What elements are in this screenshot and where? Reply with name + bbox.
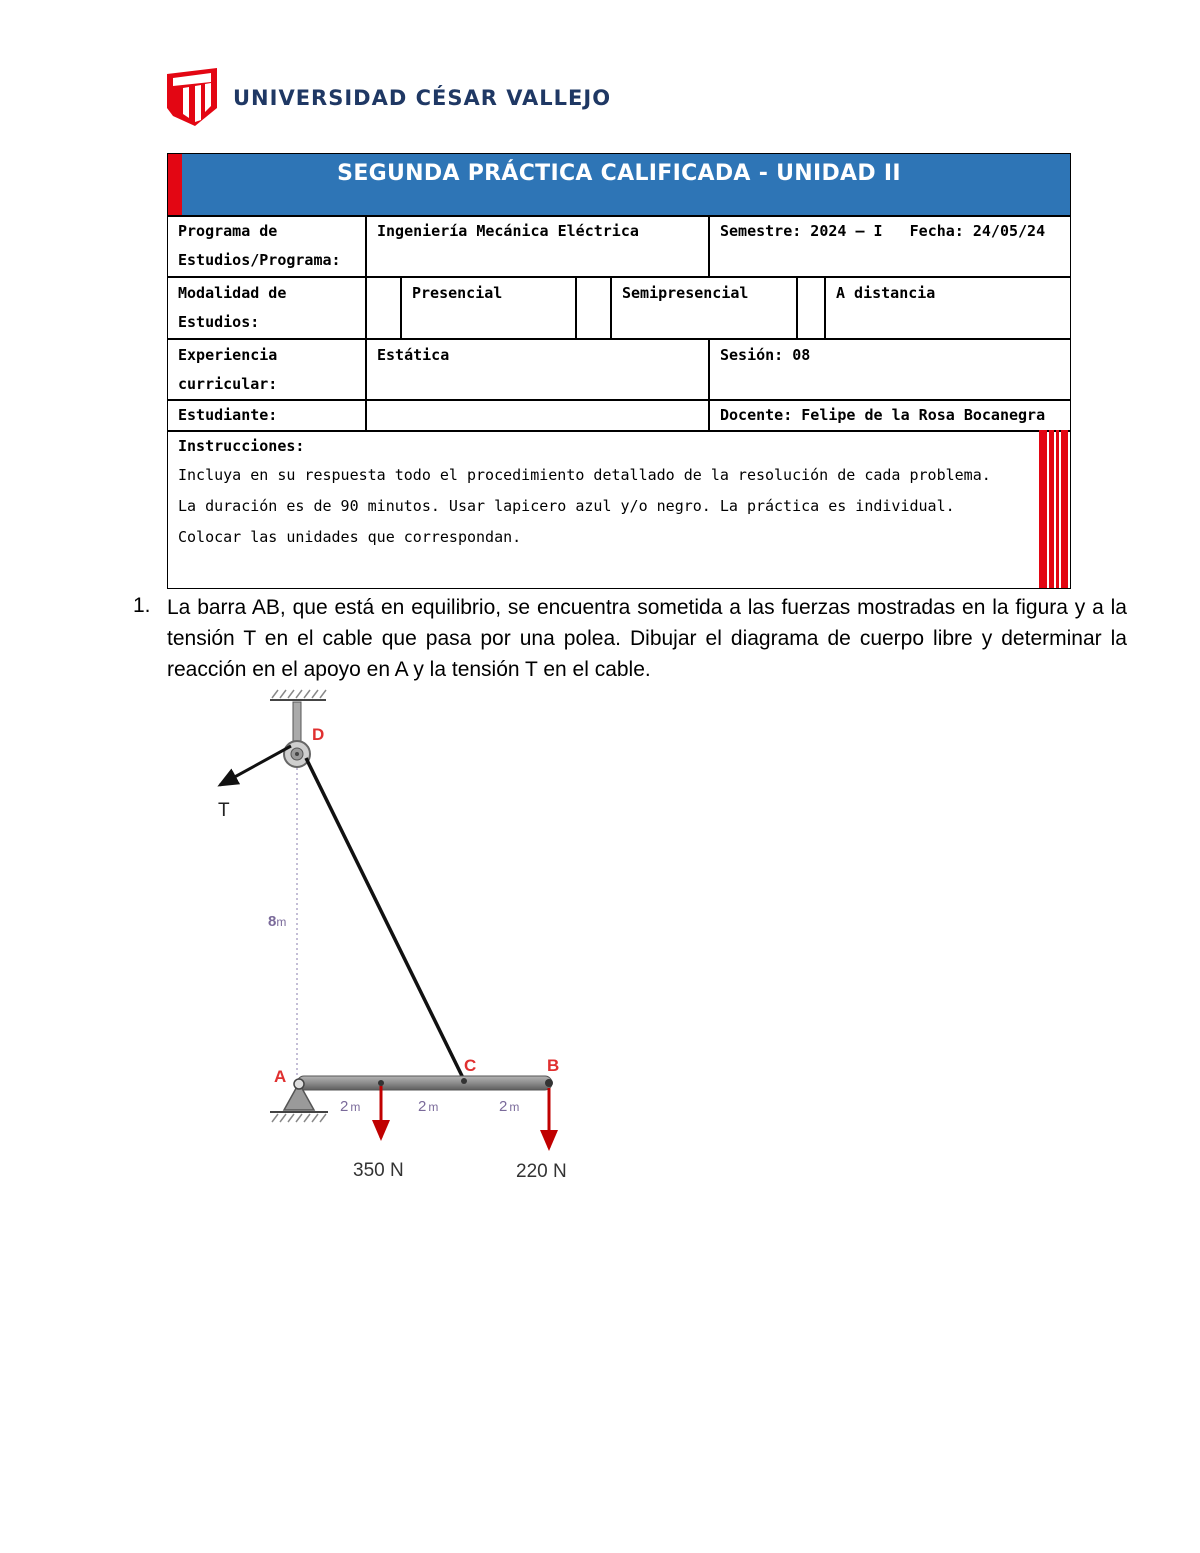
span-label-2: 2 m: [418, 1098, 439, 1115]
instruction-line: Incluya en su respuesta todo el procedimiento detallado de la resolución de cada problema.: [178, 466, 991, 484]
label-d: D: [312, 725, 325, 744]
label-t: T: [218, 800, 230, 821]
estudiante-label: Estudiante:: [178, 406, 278, 424]
distancia-checkbox[interactable]: [798, 278, 824, 338]
semipresencial-checkbox[interactable]: [577, 278, 610, 338]
label-a: A: [274, 1067, 287, 1086]
statics-figure: [168, 688, 608, 1192]
estudiante-field[interactable]: [367, 401, 707, 430]
exam-title: SEGUNDA PRÁCTICA CALIFICADA - UNIDAD II: [337, 161, 901, 186]
presencial-checkbox[interactable]: [367, 278, 400, 338]
programa-label-line2: Estudios/Programa:: [178, 251, 341, 269]
bar-pulley-diagram: [168, 688, 608, 1192]
programa-label: [168, 216, 365, 276]
tension-arrow: [220, 746, 291, 785]
semestre-value: Semestre: 2024 – I: [720, 222, 883, 240]
instructions-heading: Instrucciones:: [178, 437, 305, 455]
load-point: [378, 1080, 384, 1086]
distancia-option: A distancia: [836, 284, 936, 302]
load-label-350: 350 N: [353, 1160, 404, 1181]
experiencia-label: [168, 340, 365, 400]
sesion-value: Sesión: 08: [720, 346, 811, 364]
ceiling-support: [270, 690, 326, 700]
label-c: C: [464, 1056, 477, 1075]
question-text: La barra AB, que está en equilibrio, se encuentra sometida a las fuerzas mostradas en la figura y a la tensión T en el cable que pasa por una polea. Dibujar el diagrama de cuerpo libre y determinar la reacción en el apoyo en A y la tensión T en el cable.: [167, 596, 1127, 681]
semipresencial-option: Semipresencial: [622, 284, 749, 302]
decorative-red-bars: [1036, 430, 1070, 588]
point-c: [461, 1078, 467, 1084]
instruction-line: La duración es de 90 minutos. Usar lapicero azul y/o negro. La práctica es individual.: [178, 497, 955, 515]
programa-label-line1: Programa de: [178, 222, 278, 240]
point-b: [545, 1079, 553, 1087]
university-logo: [165, 68, 612, 132]
semestre-fecha: [710, 216, 1070, 276]
question-number: 1.: [133, 594, 151, 617]
exam-header-table: [167, 153, 1071, 589]
modalidad-label-line2: Estudios:: [178, 313, 260, 331]
fecha-value: Fecha: 24/05/24: [909, 222, 1046, 240]
pulley: [284, 702, 310, 767]
university-name: UNIVERSIDAD CÉSAR VALLEJO: [233, 86, 612, 110]
title-bar: [168, 154, 1070, 216]
modalidad-label: [168, 278, 365, 338]
label-b: B: [547, 1056, 560, 1075]
instruction-line: Colocar las unidades que correspondan.: [178, 528, 522, 546]
instructions-block: [178, 432, 991, 553]
span-label-1: 2 m: [340, 1098, 361, 1115]
span-label-3: 2 m: [499, 1098, 520, 1115]
load-label-220: 220 N: [516, 1161, 567, 1182]
bar-ab: [297, 1076, 552, 1090]
ucv-shield-icon: [165, 68, 225, 132]
experiencia-label-line2: curricular:: [178, 375, 278, 393]
modalidad-label-line1: Modalidad de: [178, 284, 287, 302]
docente-value: Docente: Felipe de la Rosa Bocanegra: [720, 406, 1046, 424]
presencial-option: Presencial: [412, 284, 503, 302]
cable-dc: [306, 758, 464, 1080]
experiencia-value: Estática: [377, 346, 450, 364]
experiencia-label-line1: Experiencia: [178, 346, 278, 364]
programa-value: Ingeniería Mecánica Eléctrica: [377, 222, 639, 240]
height-dimension-label: 8m: [268, 913, 287, 930]
